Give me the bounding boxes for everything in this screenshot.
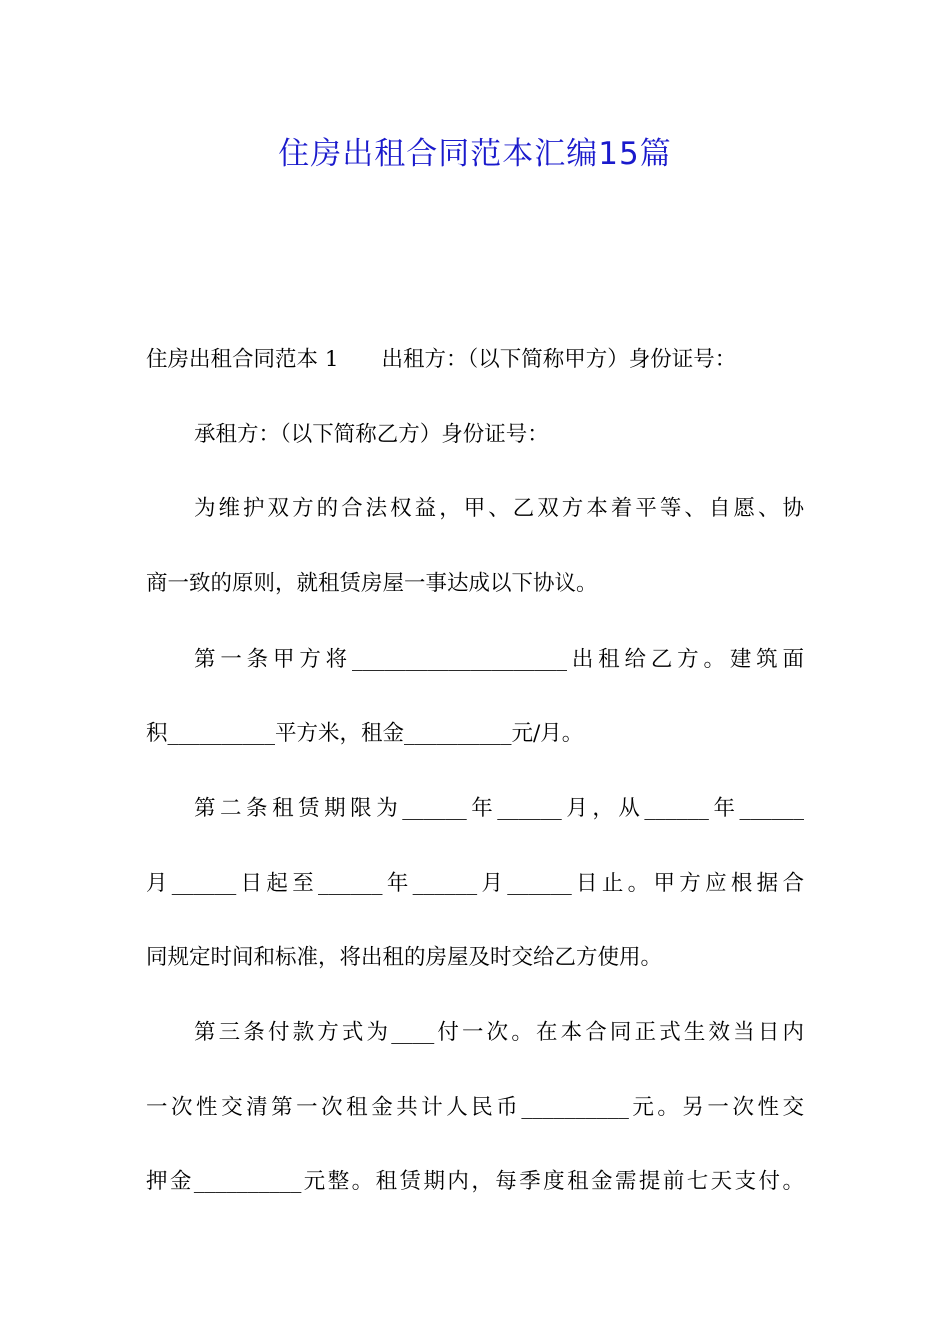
article-3-line: 押金__________元整。租赁期内，每季度租金需提前七天支付。 (146, 1169, 804, 1194)
article-1-line: 积__________平方米，租金__________元/月。 (146, 721, 584, 746)
article-2-line: 月______日起至______年______月______日止。甲方应根据合 (146, 871, 804, 896)
document-title: 住房出租合同范本汇编15篇 (278, 136, 672, 172)
article-3-line: 第三条付款方式为____付一次。在本合同正式生效当日内 (194, 1020, 804, 1045)
article-2-line: 同规定时间和标准，将出租的房屋及时交给乙方使用。 (146, 945, 663, 970)
paragraph-line: 为维护双方的合法权益，甲、乙双方本着平等、自愿、协 (194, 496, 804, 521)
paragraph-line: 商一致的原则，就租赁房屋一事达成以下协议。 (146, 571, 598, 596)
article-2-line: 第二条租赁期限为______年______月，从______年______ (194, 796, 804, 821)
contract-heading-line: 住房出租合同范本 1 出租方：（以下简称甲方）身份证号： (146, 347, 737, 372)
tenant-line: 承租方：（以下简称乙方）身份证号： (194, 422, 549, 447)
article-1-line: 第一条甲方将____________________出租给乙方。建筑面 (194, 647, 804, 672)
article-3-line: 一次性交清第一次租金共计人民币__________元。另一次性交 (146, 1095, 804, 1120)
